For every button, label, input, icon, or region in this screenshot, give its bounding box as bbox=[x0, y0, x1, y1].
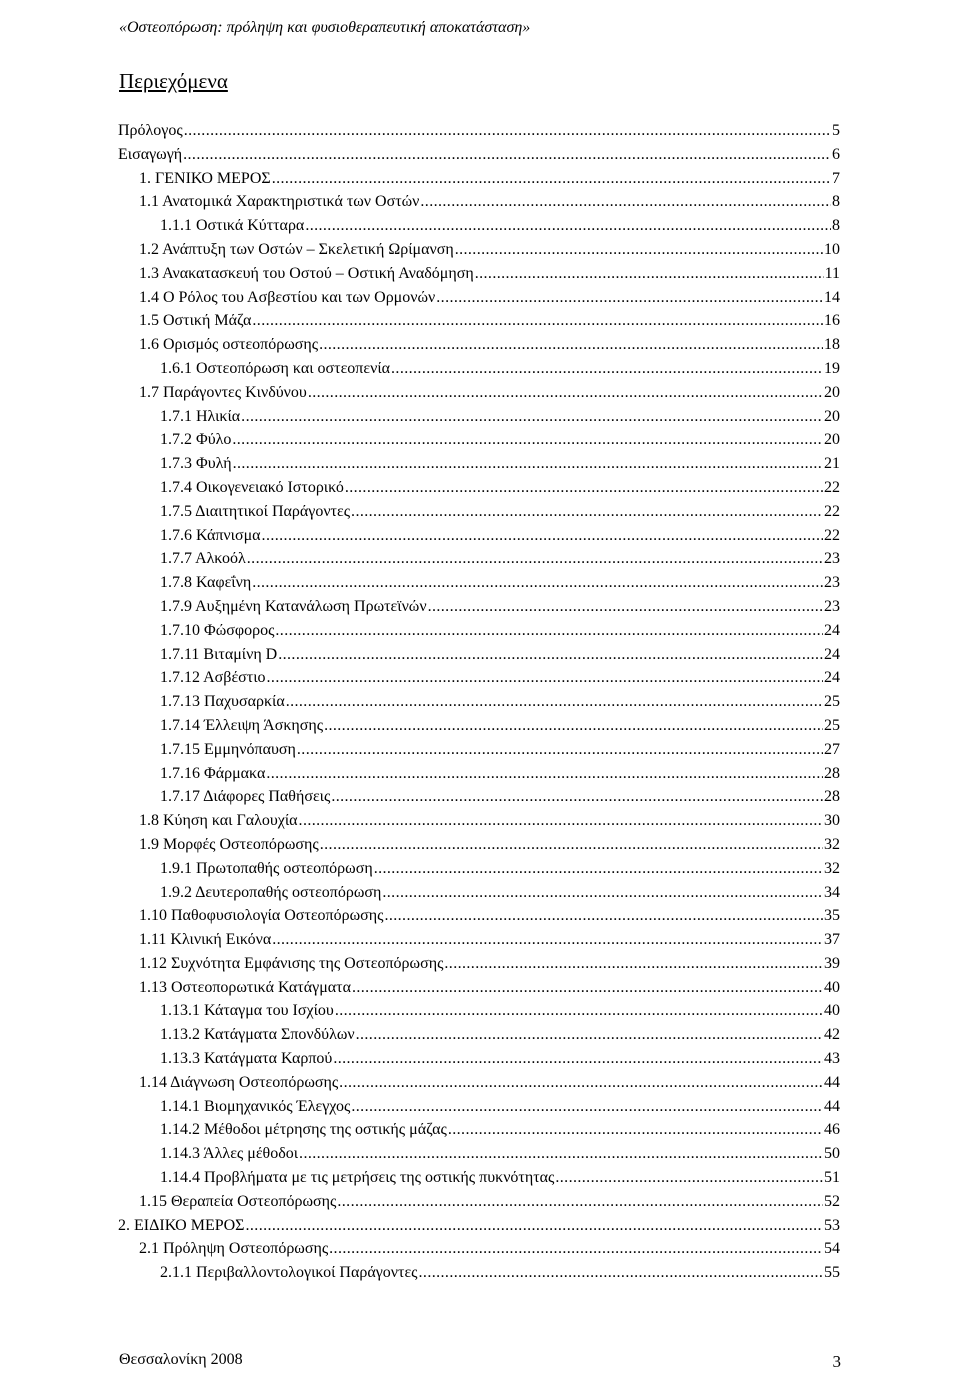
toc-entry[interactable] bbox=[0, 738, 960, 762]
toc-entry[interactable] bbox=[0, 976, 960, 1000]
toc-entry[interactable] bbox=[0, 1166, 960, 1190]
toc-entry-title: Εισαγωγή bbox=[118, 145, 183, 163]
toc-dot-leader bbox=[351, 500, 823, 523]
toc-entry[interactable] bbox=[0, 928, 960, 952]
toc-entry-page-number: 40 bbox=[824, 1002, 840, 1020]
toc-entry-title: 1.9.1 Πρωτοπαθής οστεοπόρωση bbox=[160, 859, 373, 877]
toc-entry-page-number: 21 bbox=[824, 455, 840, 473]
toc-entry-title: 1.14.3 Άλλες μέθοδοι bbox=[160, 1145, 299, 1163]
toc-entry-title: 1.12 Συχνότητα Εμφάνισης της Οστεοπόρωσης bbox=[139, 954, 444, 972]
toc-entry-title: 1.7.6 Κάπνισμα bbox=[160, 526, 261, 544]
toc-entry-page-number: 51 bbox=[824, 1169, 840, 1187]
toc-entry-title: 1.7.5 Διαιτητικοί Παράγοντες bbox=[160, 502, 351, 520]
toc-entry[interactable] bbox=[0, 690, 960, 714]
toc-entry[interactable] bbox=[0, 190, 960, 214]
toc-entry-page-number: 20 bbox=[824, 407, 840, 425]
toc-entry[interactable] bbox=[0, 1214, 960, 1238]
toc-entry[interactable] bbox=[0, 785, 960, 809]
toc-dot-leader bbox=[329, 1237, 823, 1260]
toc-entry[interactable] bbox=[0, 714, 960, 738]
toc-entry-title: 1.4 Ο Ρόλος του Ασβεστίου και των Ορμονών bbox=[139, 288, 436, 306]
toc-entry-title: 1.7.3 Φυλή bbox=[160, 455, 232, 473]
toc-entry[interactable] bbox=[0, 333, 960, 357]
toc-dot-leader bbox=[339, 1071, 823, 1094]
toc-entry[interactable] bbox=[0, 1047, 960, 1071]
toc-entry-title: 1.7.8 Καφεΐνη bbox=[160, 574, 252, 592]
toc-entry[interactable] bbox=[0, 999, 960, 1023]
toc-dot-leader bbox=[275, 619, 823, 642]
toc-entry-page-number: 52 bbox=[824, 1192, 840, 1210]
toc-dot-leader bbox=[335, 999, 823, 1022]
toc-entry[interactable] bbox=[0, 1237, 960, 1261]
toc-entry-title: 1.9 Μορφές Οστεοπόρωσης bbox=[139, 835, 319, 853]
toc-entry[interactable] bbox=[0, 1142, 960, 1166]
running-header: «Οστεοπόρωση: πρόληψη και φυσιοθεραπευτική αποκατάσταση» bbox=[119, 19, 531, 36]
toc-entry[interactable] bbox=[0, 762, 960, 786]
toc-entry-page-number: 10 bbox=[824, 240, 840, 258]
toc-dot-leader bbox=[444, 952, 823, 975]
toc-dot-leader bbox=[351, 1095, 823, 1118]
toc-entry-page-number: 16 bbox=[824, 312, 840, 330]
toc-entry[interactable] bbox=[0, 428, 960, 452]
toc-entry-title: 1.3 Ανακατασκευή του Οστού – Οστική Αναδόμηση bbox=[139, 264, 474, 282]
toc-entry-title: 2. ΕΙΔΙΚΟ ΜΕΡΟΣ bbox=[118, 1216, 245, 1234]
toc-entry[interactable] bbox=[0, 857, 960, 881]
toc-entry[interactable] bbox=[0, 452, 960, 476]
toc-dot-leader bbox=[266, 762, 823, 785]
toc-list bbox=[0, 119, 960, 1285]
toc-dot-leader bbox=[232, 428, 823, 451]
toc-entry-page-number: 25 bbox=[824, 693, 840, 711]
toc-entry[interactable] bbox=[0, 547, 960, 571]
toc-dot-leader bbox=[241, 405, 823, 428]
toc-entry-title: 1.7.15 Εμμηνόπαυση bbox=[160, 740, 296, 758]
toc-entry-title: 1.13.3 Κατάγματα Καρπού bbox=[160, 1050, 333, 1068]
toc-dot-leader bbox=[420, 190, 831, 213]
toc-entry-title: 1.7.11 Βιταμίνη D bbox=[160, 645, 278, 663]
toc-entry-page-number: 27 bbox=[824, 740, 840, 758]
toc-entry-page-number: 37 bbox=[824, 931, 840, 949]
toc-entry[interactable] bbox=[0, 262, 960, 286]
toc-entry[interactable] bbox=[0, 1261, 960, 1285]
toc-entry-title: 1.13.1 Κάταγμα του Ισχίου bbox=[160, 1002, 334, 1020]
toc-dot-leader bbox=[391, 357, 823, 380]
toc-dot-leader bbox=[333, 1047, 823, 1070]
toc-title: Περιεχόμενα bbox=[119, 69, 228, 93]
toc-entry-title: 1.1.1 Οστικά Κύτταρα bbox=[160, 217, 305, 235]
toc-entry-page-number: 14 bbox=[824, 288, 840, 306]
toc-entry-title: 1.7.12 Ασβέστιο bbox=[160, 669, 266, 687]
toc-entry-page-number: 32 bbox=[824, 859, 840, 877]
toc-entry[interactable] bbox=[0, 167, 960, 191]
toc-entry-page-number: 22 bbox=[824, 478, 840, 496]
toc-entry-title: 1.7.4 Οικογενειακό Ιστορικό bbox=[160, 478, 344, 496]
toc-dot-leader bbox=[299, 809, 823, 832]
toc-entry-page-number: 23 bbox=[824, 574, 840, 592]
toc-entry-page-number: 8 bbox=[832, 193, 840, 211]
toc-dot-leader bbox=[297, 738, 823, 761]
toc-entry-page-number: 25 bbox=[824, 716, 840, 734]
toc-dot-leader bbox=[374, 857, 823, 880]
toc-dot-leader bbox=[356, 1023, 823, 1046]
toc-dot-leader bbox=[246, 1214, 824, 1237]
toc-entry-page-number: 19 bbox=[824, 359, 840, 377]
toc-dot-leader bbox=[272, 167, 831, 190]
toc-dot-leader bbox=[183, 143, 831, 166]
toc-dot-leader bbox=[267, 666, 823, 689]
toc-entry-title: 1.7.10 Φώσφορος bbox=[160, 621, 275, 639]
toc-entry[interactable] bbox=[0, 214, 960, 238]
toc-entry-title: Πρόλογος bbox=[118, 122, 183, 139]
toc-entry-page-number: 22 bbox=[824, 526, 840, 544]
toc-entry[interactable] bbox=[0, 1071, 960, 1095]
toc-entry-page-number: 7 bbox=[832, 169, 840, 187]
toc-entry-title: 1.5 Οστική Μάζα bbox=[139, 312, 252, 330]
toc-entry-title: 1.13.2 Κατάγματα Σπονδύλων bbox=[160, 1026, 355, 1044]
toc-entry-title: 1.13 Οστεοπορωτικά Κατάγματα bbox=[139, 978, 351, 996]
toc-entry-page-number: 44 bbox=[824, 1097, 840, 1115]
toc-entry-page-number: 39 bbox=[824, 954, 840, 972]
toc-dot-leader bbox=[382, 881, 823, 904]
toc-entry-page-number: 53 bbox=[824, 1216, 840, 1234]
toc-entry-page-number: 54 bbox=[824, 1240, 840, 1258]
toc-entry-title: 1.10 Παθοφυσιολογία Οστεοπόρωσης bbox=[139, 907, 384, 925]
toc-entry-title: 1.7.2 Φύλο bbox=[160, 431, 232, 449]
toc-dot-leader bbox=[419, 1261, 823, 1284]
toc-dot-leader bbox=[436, 286, 823, 309]
toc-entry-page-number: 44 bbox=[824, 1073, 840, 1091]
toc-dot-leader bbox=[184, 119, 831, 142]
toc-entry-title: 1.7.7 Αλκοόλ bbox=[160, 550, 246, 568]
toc-dot-leader bbox=[352, 976, 823, 999]
toc-entry[interactable] bbox=[0, 309, 960, 333]
toc-entry-page-number: 8 bbox=[832, 217, 840, 235]
toc-entry-page-number: 11 bbox=[824, 264, 840, 282]
toc-entry[interactable] bbox=[0, 833, 960, 857]
toc-entry[interactable] bbox=[0, 1023, 960, 1047]
toc-dot-leader bbox=[337, 1190, 823, 1213]
toc-entry-title: 1.7.13 Παχυσαρκία bbox=[160, 693, 285, 711]
toc-entry[interactable] bbox=[0, 381, 960, 405]
toc-dot-leader bbox=[384, 904, 823, 927]
toc-dot-leader bbox=[299, 1142, 823, 1165]
toc-entry-page-number: 24 bbox=[824, 621, 840, 639]
toc-entry-title: 1.6.1 Οστεοπόρωση και οστεοπενία bbox=[160, 359, 391, 377]
toc-dot-leader bbox=[345, 476, 823, 499]
toc-entry[interactable] bbox=[0, 952, 960, 976]
toc-entry-page-number: 34 bbox=[824, 883, 840, 901]
toc-entry[interactable] bbox=[0, 666, 960, 690]
toc-entry[interactable] bbox=[0, 524, 960, 548]
toc-entry-page-number: 24 bbox=[824, 669, 840, 687]
toc-entry-page-number: 50 bbox=[824, 1145, 840, 1163]
toc-entry-page-number: 23 bbox=[824, 597, 840, 615]
toc-entry[interactable] bbox=[0, 286, 960, 310]
toc-entry[interactable] bbox=[0, 619, 960, 643]
toc-entry[interactable] bbox=[0, 595, 960, 619]
toc-dot-leader bbox=[308, 381, 823, 404]
footer-page-number: 3 bbox=[832, 1352, 841, 1371]
toc-dot-leader bbox=[555, 1166, 823, 1189]
toc-dot-leader bbox=[262, 524, 823, 547]
toc-entry-page-number: 43 bbox=[824, 1050, 840, 1068]
toc-entry-title: 1.6 Ορισμός οστεοπόρωσης bbox=[139, 336, 319, 354]
toc-entry-title: 2.1 Πρόληψη Οστεοπόρωσης bbox=[139, 1240, 329, 1258]
toc-entry-title: 1.7.1 Ηλικία bbox=[160, 407, 241, 425]
toc-dot-leader bbox=[320, 833, 823, 856]
toc-entry[interactable] bbox=[0, 357, 960, 381]
toc-entry[interactable] bbox=[0, 119, 960, 143]
toc-dot-leader bbox=[272, 928, 823, 951]
toc-entry-page-number: 42 bbox=[824, 1026, 840, 1044]
toc-entry-page-number: 28 bbox=[824, 764, 840, 782]
toc-entry-title: 1.14.4 Προβλήματα με τις μετρήσεις της οστικής πυκνότητας bbox=[160, 1169, 555, 1187]
toc-entry-title: 1.7.9 Αυξημένη Κατανάλωση Πρωτεϊνών bbox=[160, 597, 427, 615]
toc-entry-title: 2.1.1 Περιβαλλοντολογικοί Παράγοντες bbox=[160, 1264, 418, 1282]
toc-entry[interactable] bbox=[0, 405, 960, 429]
toc-entry[interactable] bbox=[0, 476, 960, 500]
toc-entry-title: 1.14.2 Μέθοδοι μέτρησης της οστικής μάζας bbox=[160, 1121, 447, 1139]
toc-entry[interactable] bbox=[0, 1190, 960, 1214]
toc-entry-page-number: 20 bbox=[824, 431, 840, 449]
toc-entry-page-number: 46 bbox=[824, 1121, 840, 1139]
toc-entry-page-number: 5 bbox=[832, 122, 840, 139]
toc-entry-title: 1.7.17 Διάφορες Παθήσεις bbox=[160, 788, 331, 806]
toc-entry[interactable] bbox=[0, 881, 960, 905]
toc-entry-page-number: 24 bbox=[824, 645, 840, 663]
toc-dot-leader bbox=[448, 1118, 823, 1141]
toc-entry-page-number: 22 bbox=[824, 502, 840, 520]
toc-dot-leader bbox=[286, 690, 823, 713]
toc-entry-title: 1.7 Παράγοντες Κινδύνου bbox=[139, 383, 307, 401]
toc-entry-title: 1.14.1 Βιομηχανικός Έλεγχος bbox=[160, 1097, 351, 1115]
toc-entry-title: 1.7.14 Έλλειψη Άσκησης bbox=[160, 716, 324, 734]
toc-dot-leader bbox=[247, 547, 823, 570]
toc-entry-page-number: 35 bbox=[824, 907, 840, 925]
toc-dot-leader bbox=[331, 785, 823, 808]
toc-entry[interactable] bbox=[0, 238, 960, 262]
toc-dot-leader bbox=[319, 333, 823, 356]
toc-entry-page-number: 32 bbox=[824, 835, 840, 853]
toc-entry-title: 1.8 Κύηση και Γαλουχία bbox=[139, 812, 298, 830]
toc-entry-title: 1.1 Ανατομικά Χαρακτηριστικά των Οστών bbox=[139, 193, 420, 211]
toc-entry-title: 1.2 Ανάπτυξη των Οστών – Σκελετική Ωρίμανση bbox=[139, 240, 454, 258]
toc-entry-title: 1.7.16 Φάρμακα bbox=[160, 764, 266, 782]
toc-entry[interactable] bbox=[0, 1118, 960, 1142]
toc-entry-page-number: 20 bbox=[824, 383, 840, 401]
footer-place-year: Θεσσαλονίκη 2008 bbox=[119, 1351, 243, 1368]
toc-entry-page-number: 28 bbox=[824, 788, 840, 806]
toc-entry[interactable] bbox=[0, 904, 960, 928]
toc-entry-title: 1.15 Θεραπεία Οστεοπόρωσης bbox=[139, 1192, 337, 1210]
toc-entry[interactable] bbox=[0, 571, 960, 595]
toc-dot-leader bbox=[252, 571, 823, 594]
toc-entry[interactable] bbox=[0, 500, 960, 524]
toc-entry-title: 1. ΓΕΝΙΚΟ ΜΕΡΟΣ bbox=[139, 169, 271, 187]
toc-entry-page-number: 18 bbox=[824, 336, 840, 354]
toc-entry-page-number: 55 bbox=[824, 1264, 840, 1282]
toc-dot-leader bbox=[428, 595, 823, 618]
toc-entry-title: 1.11 Κλινική Εικόνα bbox=[139, 931, 272, 949]
toc-entry[interactable] bbox=[0, 643, 960, 667]
toc-entry[interactable] bbox=[0, 143, 960, 167]
toc-dot-leader bbox=[324, 714, 823, 737]
toc-dot-leader bbox=[233, 452, 823, 475]
toc-entry-page-number: 23 bbox=[824, 550, 840, 568]
toc-dot-leader bbox=[252, 309, 823, 332]
toc-dot-leader bbox=[305, 214, 831, 237]
toc-entry-title: 1.9.2 Δευτεροπαθής οστεοπόρωση bbox=[160, 883, 382, 901]
toc-entry-page-number: 6 bbox=[832, 145, 840, 163]
toc-dot-leader bbox=[455, 238, 823, 261]
toc-entry[interactable] bbox=[0, 809, 960, 833]
toc-entry-page-number: 40 bbox=[824, 978, 840, 996]
toc-dot-leader bbox=[475, 262, 824, 285]
toc-entry-title: 1.14 Διάγνωση Οστεοπόρωσης bbox=[139, 1073, 339, 1091]
toc-dot-leader bbox=[278, 643, 823, 666]
toc-entry[interactable] bbox=[0, 1095, 960, 1119]
toc-entry-page-number: 30 bbox=[824, 812, 840, 830]
